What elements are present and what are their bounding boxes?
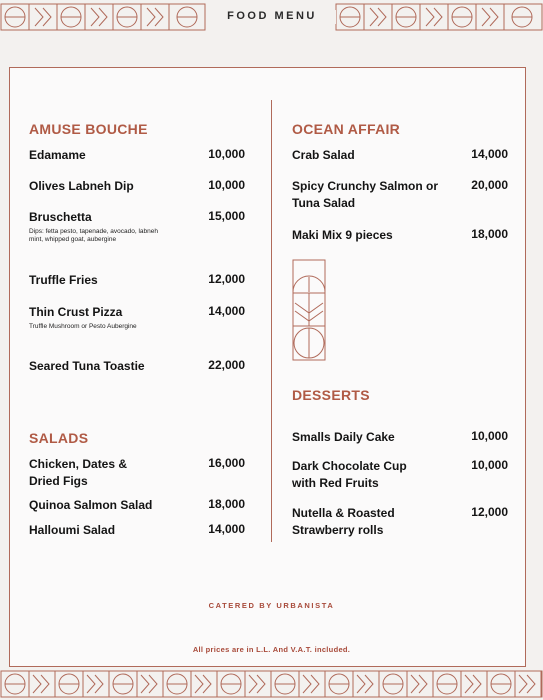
item-price: 12,000 <box>208 272 245 286</box>
item-price: 15,000 <box>208 209 245 223</box>
menu-item <box>292 227 508 244</box>
item-price: 14,000 <box>208 304 245 318</box>
item-price: 12,000 <box>471 505 508 519</box>
geometric-emblem-icon <box>292 259 326 361</box>
menu-item <box>29 304 245 331</box>
menu-item <box>29 178 245 195</box>
menu-item <box>29 147 245 164</box>
item-price: 20,000 <box>471 178 508 192</box>
item-price: 10,000 <box>471 429 508 443</box>
item-name: Nutella & Roasted Strawberry rolls <box>292 506 395 537</box>
item-name: Bruschetta <box>29 210 92 224</box>
bottom-pattern-band <box>0 668 543 700</box>
item-price: 18,000 <box>208 497 245 511</box>
menu-item <box>292 505 508 539</box>
item-name: Quinoa Salmon Salad <box>29 498 153 512</box>
item-name: Truffle Fries <box>29 273 98 287</box>
item-name: Edamame <box>29 148 86 162</box>
item-price: 10,000 <box>208 147 245 161</box>
section-title-ocean-affair: OCEAN AFFAIR <box>292 121 401 137</box>
menu-title: FOOD MENU <box>208 10 336 24</box>
menu-item <box>29 209 245 243</box>
item-name: Smalls Daily Cake <box>292 430 395 444</box>
menu-item <box>292 147 508 164</box>
menu-item <box>29 497 245 514</box>
menu-item <box>29 358 245 375</box>
section-title-desserts: DESSERTS <box>292 387 370 403</box>
item-name: Seared Tuna Toastie <box>29 359 145 373</box>
menu-item <box>292 429 508 446</box>
item-name: Chicken, Dates & Dried Figs <box>29 457 128 488</box>
item-price: 10,000 <box>208 178 245 192</box>
item-name: Crab Salad <box>292 148 355 162</box>
menu-item <box>29 272 245 289</box>
menu-item <box>29 522 245 539</box>
section-title-amuse-bouche: AMUSE BOUCHE <box>29 121 148 137</box>
item-price: 14,000 <box>208 522 245 536</box>
section-title-salads: SALADS <box>29 430 89 446</box>
item-price: 18,000 <box>471 227 508 241</box>
item-name: Spicy Crunchy Salmon or Tuna Salad <box>292 179 439 210</box>
item-price: 16,000 <box>208 456 245 470</box>
item-name: Dark Chocolate Cup with Red Fruits <box>292 459 407 490</box>
item-name: Halloumi Salad <box>29 523 116 537</box>
item-price: 14,000 <box>471 147 508 161</box>
menu-item <box>292 178 508 212</box>
menu-item <box>29 456 245 490</box>
item-price: 22,000 <box>208 358 245 372</box>
column-divider <box>271 100 272 542</box>
menu-item <box>292 458 508 492</box>
catered-by-text: CATERED BY URBANISTA <box>208 601 335 610</box>
item-description: Truffle Mushroom or Pesto Aubergine <box>29 323 137 330</box>
item-name: Maki Mix 9 pieces <box>292 228 393 242</box>
price-note: All prices are in L.L. And V.A.T. included. <box>192 645 351 654</box>
item-name: Thin Crust Pizza <box>29 305 123 319</box>
item-name: Olives Labneh Dip <box>29 179 134 193</box>
item-description: Dips: fetta pesto, tapenade, avocado, labneh mint, whipped goat, aubergine <box>29 228 159 243</box>
item-price: 10,000 <box>471 458 508 472</box>
